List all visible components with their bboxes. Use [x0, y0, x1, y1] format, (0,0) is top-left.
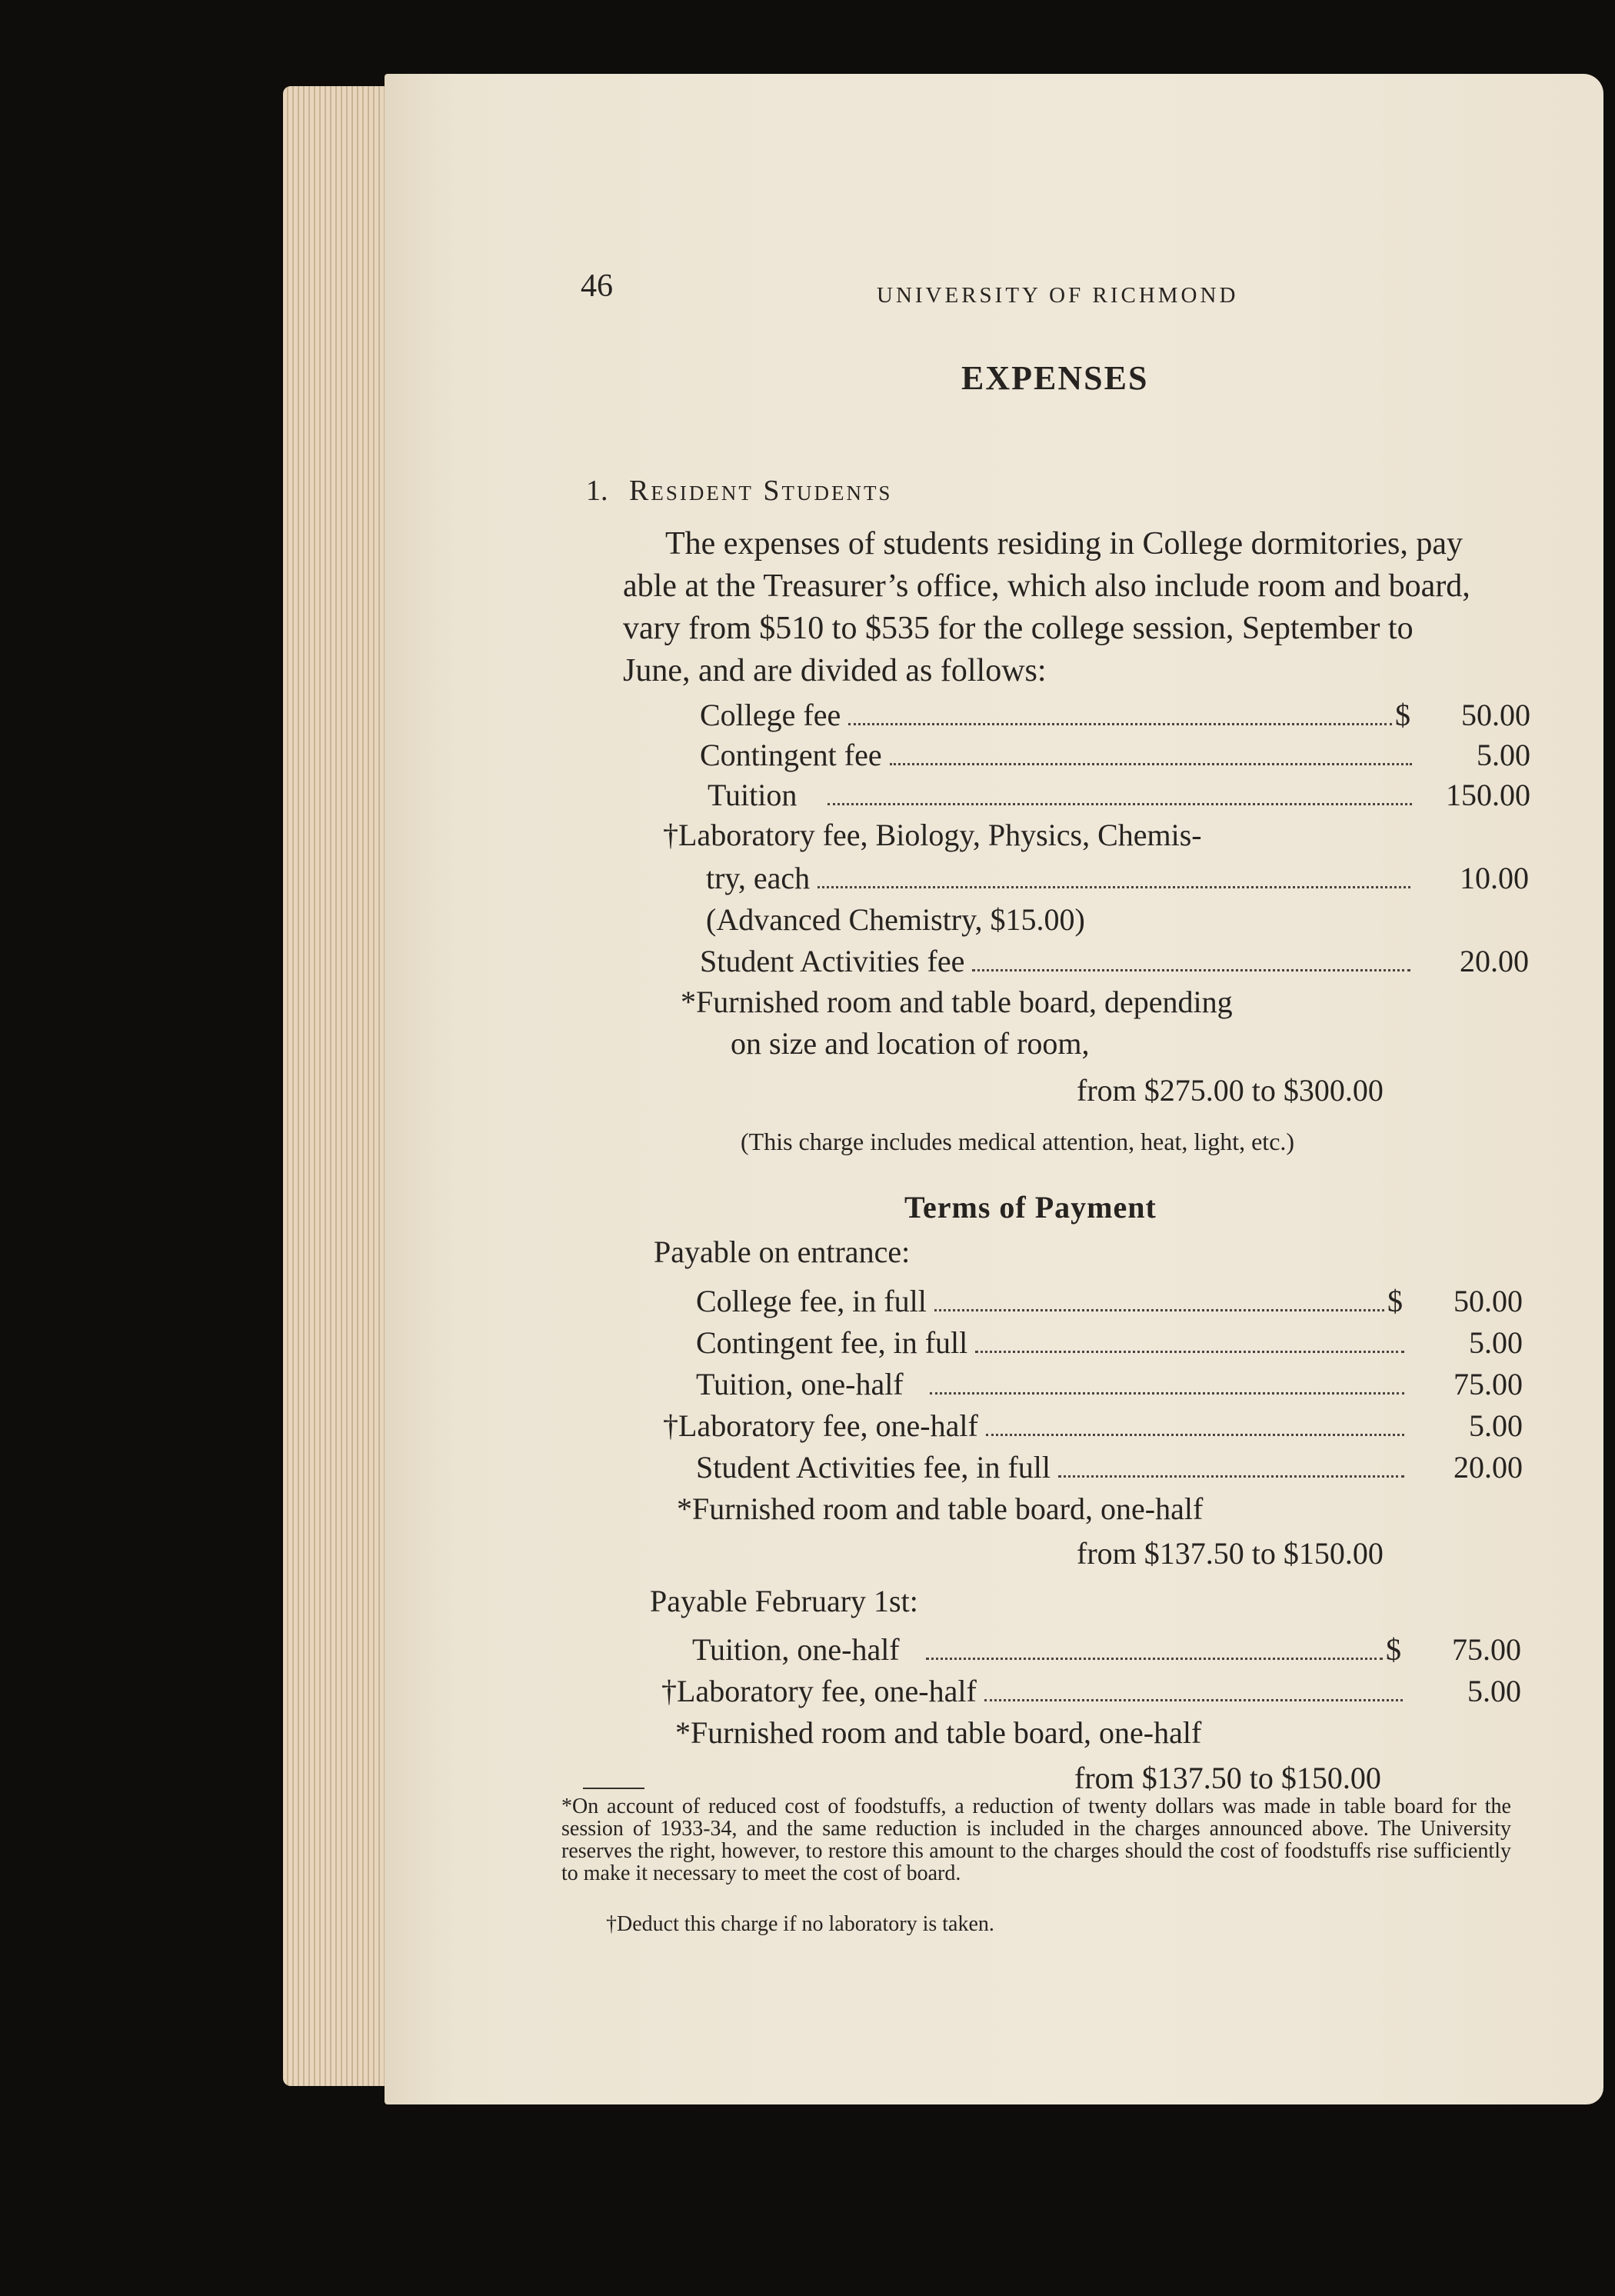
page-number: 46: [581, 268, 613, 304]
terms-title: Terms of Payment: [904, 1190, 1157, 1225]
leader-dots: [934, 1308, 1384, 1311]
fee-amount: 5.00: [1477, 738, 1530, 772]
february-room-range: from $137.50 to $150.00: [1074, 1761, 1381, 1795]
leader-dots: [817, 885, 1410, 888]
leader-dots: [827, 802, 1412, 805]
fee-label: †Laboratory fee, one-half: [663, 1408, 978, 1443]
february-label: Payable February 1st:: [650, 1584, 918, 1618]
footnote-rule: [583, 1788, 644, 1789]
advanced-chemistry-note: (Advanced Chemistry, $15.00): [706, 902, 1085, 937]
fee-row-college: [700, 697, 1530, 733]
dollar-sign: $: [1387, 1284, 1403, 1318]
entrance-row-lab: [663, 1408, 1523, 1444]
room-range: from $275.00 to $300.00: [1077, 1073, 1384, 1108]
entrance-row-activities: [696, 1449, 1523, 1485]
fee-amount: 75.00: [1454, 1367, 1523, 1401]
fee-amount: 10.00: [1460, 861, 1529, 895]
entrance-room-label: *Furnished room and table board, one-half: [677, 1491, 1204, 1526]
entrance-row-tuition: [696, 1366, 1523, 1402]
fee-label: †Laboratory fee, one-half: [661, 1674, 977, 1708]
intro-line-3: vary from $510 to $535 for the college session, September to: [623, 611, 1414, 646]
fee-label: College fee, in full: [696, 1284, 927, 1318]
fee-amount: 20.00: [1460, 944, 1529, 978]
book-page: [385, 74, 1603, 2104]
dollar-sign: $: [1386, 1632, 1401, 1667]
entrance-room-range: from $137.50 to $150.00: [1077, 1536, 1384, 1571]
fee-amount: 5.00: [1467, 1674, 1521, 1708]
entrance-row-college: [696, 1283, 1523, 1319]
room-line-1: *Furnished room and table board, depending: [681, 985, 1233, 1019]
page-edges: [283, 86, 398, 2086]
fee-amount: 5.00: [1469, 1408, 1523, 1443]
leader-dots: [1058, 1475, 1404, 1478]
section-title: Resident Students: [629, 475, 893, 507]
leader-dots: [926, 1657, 1383, 1660]
lab-fee-line-1: †Laboratory fee, Biology, Physics, Chemis-: [663, 818, 1202, 852]
entrance-row-contingent: [696, 1325, 1523, 1361]
leader-dots: [986, 1433, 1404, 1436]
intro-line-4: June, and are divided as follows:: [623, 653, 1047, 688]
fee-amount: 50.00: [1461, 698, 1530, 732]
fee-amount: 5.00: [1469, 1325, 1523, 1360]
leader-dots: [890, 762, 1412, 765]
fee-amount: 75.00: [1452, 1632, 1521, 1667]
leader-dots: [972, 968, 1410, 971]
fee-label: Student Activities fee: [700, 944, 965, 978]
leader-dots: [930, 1391, 1404, 1395]
fee-row-lab: [706, 860, 1529, 896]
room-line-2: on size and location of room,: [731, 1026, 1090, 1061]
leader-dots: [848, 722, 1392, 725]
february-row-lab: [661, 1673, 1521, 1709]
footnote-dagger: †Deduct this charge if no laboratory is taken.: [606, 1912, 994, 1936]
leader-dots: [984, 1698, 1403, 1701]
february-room-label: *Furnished room and table board, one-half: [675, 1715, 1202, 1750]
february-row-tuition: [692, 1631, 1521, 1668]
fee-row-activities: [700, 943, 1529, 979]
intro-line-2: able at the Treasurer’s office, which also include room and board,: [623, 568, 1470, 604]
page-title: EXPENSES: [961, 359, 1149, 397]
footnote-star: *On account of reduced cost of foodstuffs, a reduction of twenty dollars was made in table board for the session of 1933-34, and the same reduction is included in the charges announced above. The University reserves the right, however, to restore this amount to the charges should the cost of foodstuffs rise sufficiently to make it necessary to meet the cost of board.: [561, 1794, 1511, 1885]
section-number: 1.: [586, 475, 608, 507]
on-entrance-label: Payable on entrance:: [654, 1235, 911, 1269]
fee-label: Contingent fee, in full: [696, 1325, 968, 1360]
fee-row-tuition: [708, 777, 1530, 813]
room-charge-note: (This charge includes medical attention, heat, light, etc.): [741, 1128, 1295, 1155]
fee-label: Tuition: [708, 778, 798, 812]
fee-amount: 150.00: [1446, 778, 1530, 812]
dollar-sign: $: [1395, 698, 1410, 732]
fee-label: Contingent fee: [700, 738, 882, 772]
fee-label: Student Activities fee, in full: [696, 1450, 1051, 1485]
fee-label: try, each: [706, 861, 811, 895]
fee-amount: 20.00: [1454, 1450, 1523, 1485]
fee-label: Tuition, one-half: [696, 1367, 904, 1401]
fee-row-contingent: [700, 737, 1530, 773]
running-head: UNIVERSITY OF RICHMOND: [877, 283, 1239, 308]
fee-amount: 50.00: [1454, 1284, 1523, 1318]
fee-label: Tuition, one-half: [692, 1632, 900, 1667]
leader-dots: [975, 1350, 1404, 1353]
intro-line-1: The expenses of students residing in College dormitories, pay: [665, 526, 1463, 562]
fee-label: College fee: [700, 698, 841, 732]
